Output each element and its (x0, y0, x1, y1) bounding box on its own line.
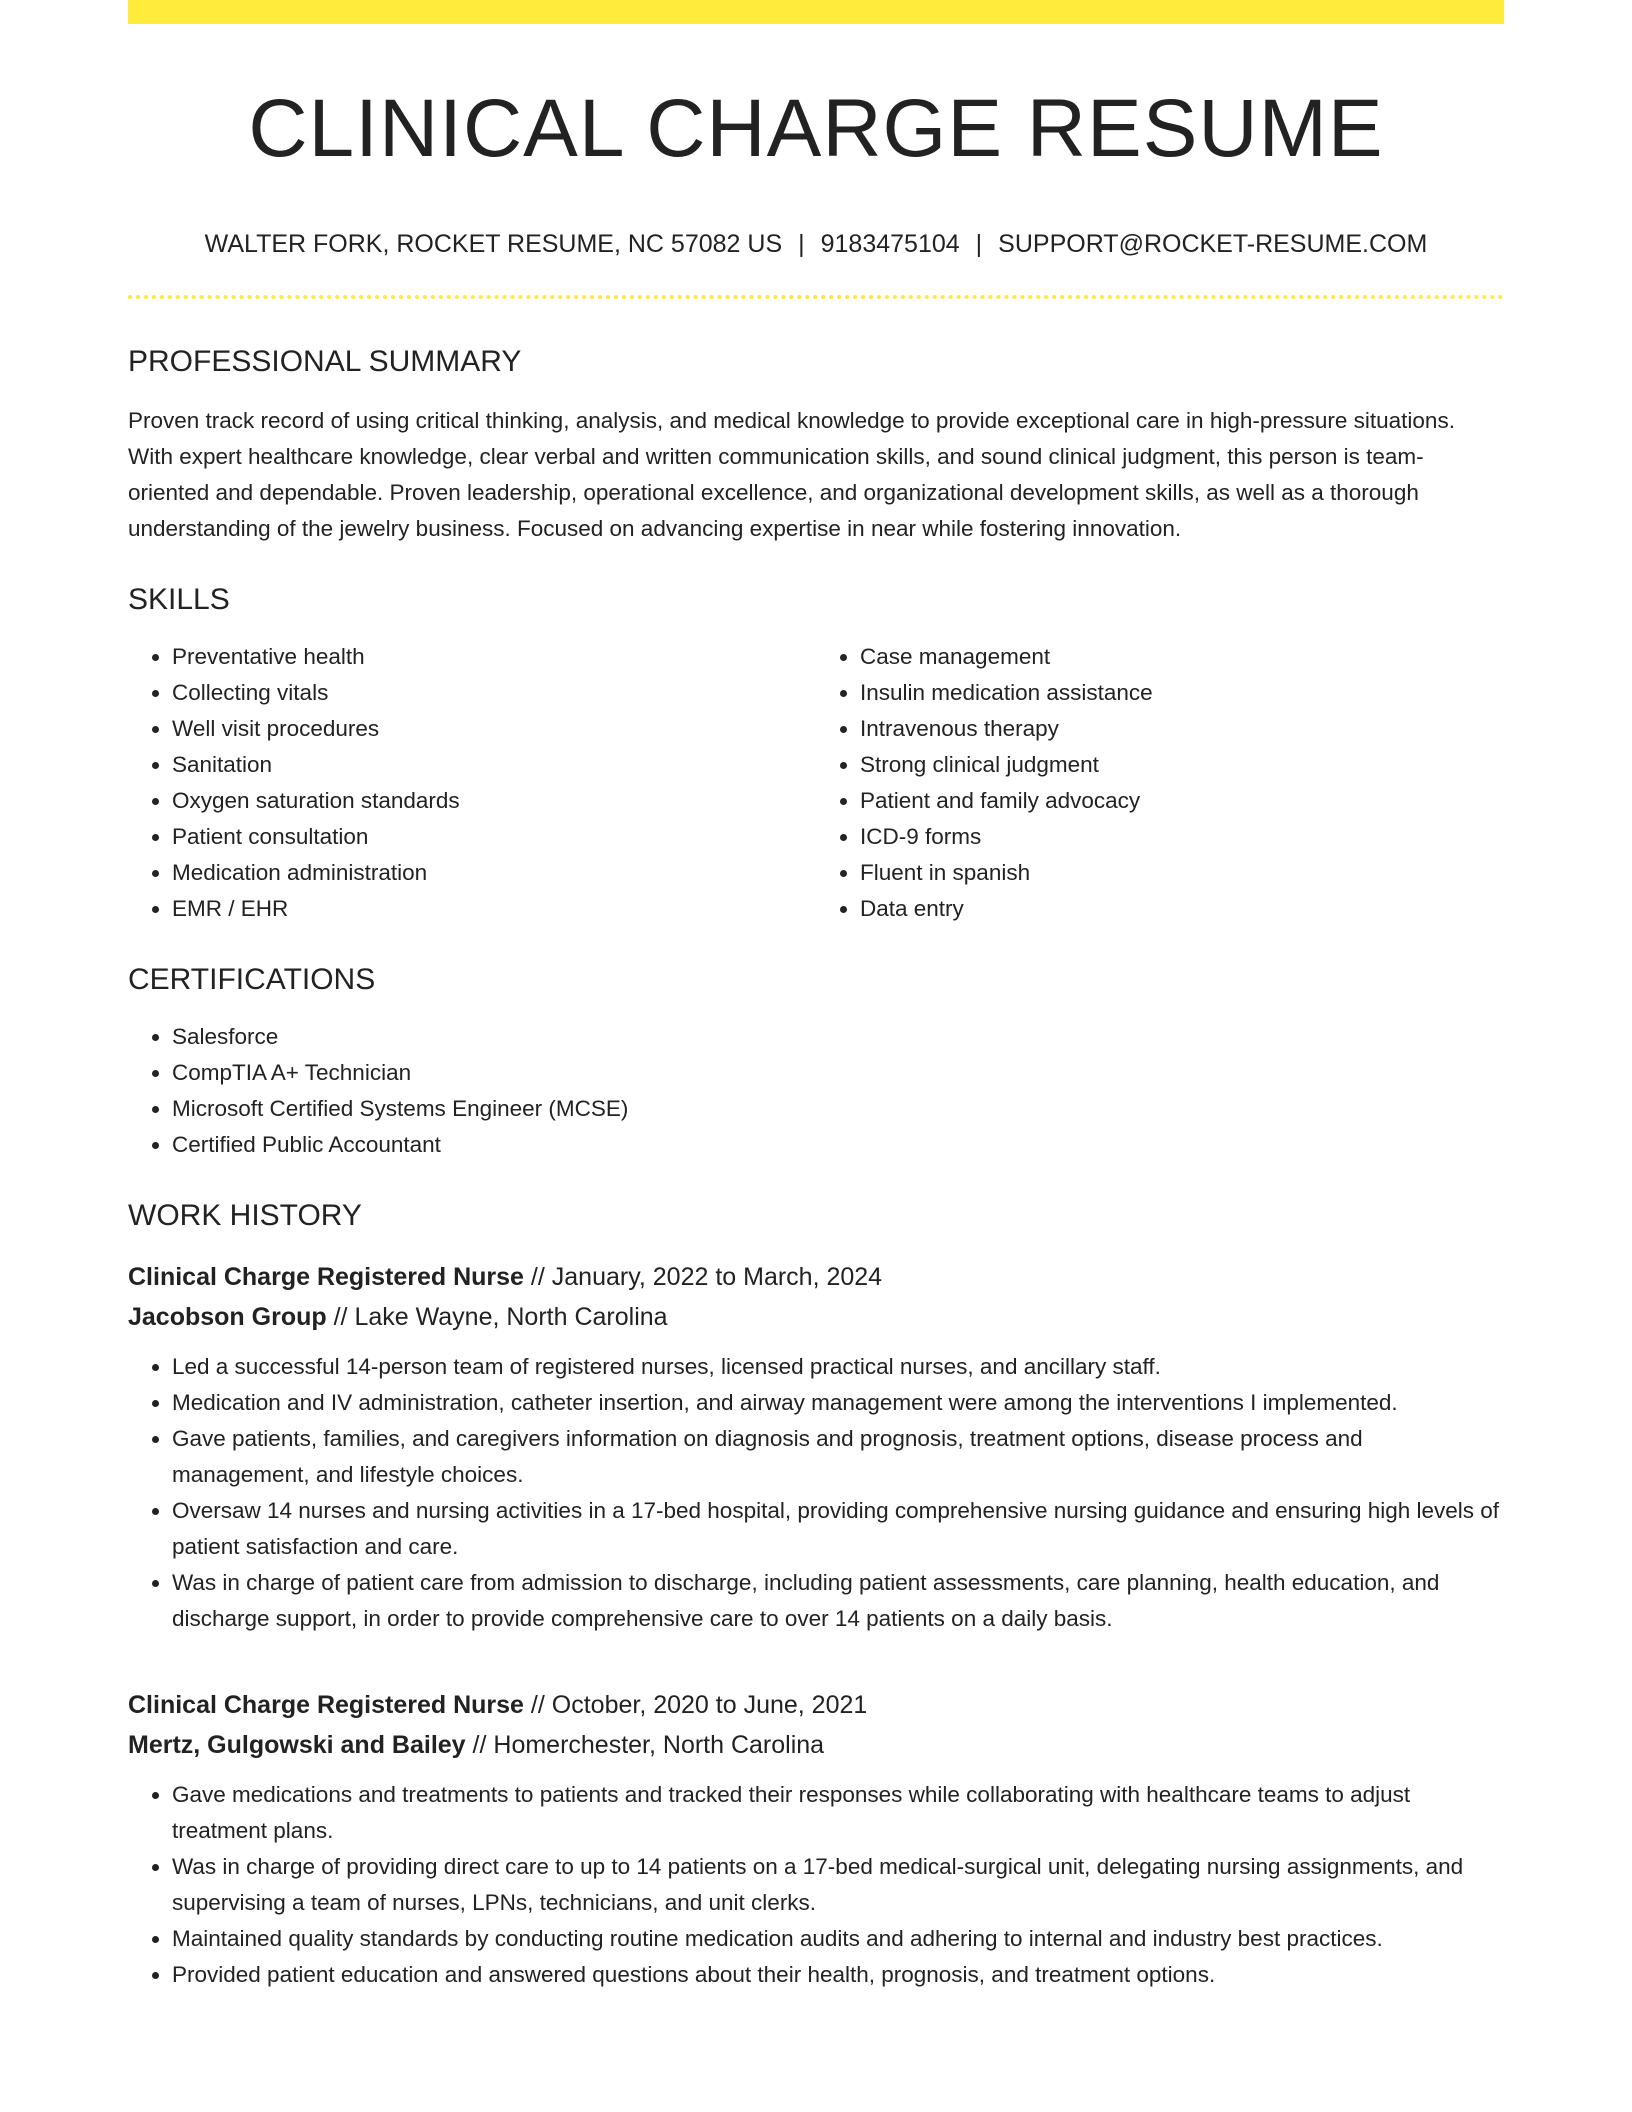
job-company: Mertz, Gulgowski and Bailey (128, 1731, 466, 1759)
summary-heading: PROFESSIONAL SUMMARY (128, 345, 522, 378)
job-bullet: • Led a successful 14-person team of registered nurses, licensed practical nurses, and ancillary staff. (172, 1349, 1504, 1385)
job-bullet: • Oversaw 14 nurses and nursing activities in a 17-bed hospital, providing comprehensive nursing guidance and ensuring high levels of patient satisfaction and care. (172, 1493, 1504, 1565)
job-entry (128, 1257, 1504, 1637)
job-bullets (128, 1777, 1504, 1993)
job-title-line (128, 1685, 1504, 1725)
skills-list-left (128, 639, 816, 927)
certifications-heading: CERTIFICATIONS (128, 963, 376, 996)
accent-top-bar (128, 0, 1504, 24)
skill-item: • Data entry (860, 891, 1504, 927)
skill-item: • Case management (860, 639, 1504, 675)
contact-email: SUPPORT@ROCKET-RESUME.COM (998, 230, 1428, 258)
skill-item: • Medication administration (172, 855, 816, 891)
certification-item: • Certified Public Accountant (172, 1127, 1504, 1163)
certification-item: • Microsoft Certified Systems Engineer (MCSE) (172, 1091, 1504, 1127)
job-separator: // (472, 1731, 487, 1759)
job-company-line (128, 1297, 1504, 1337)
job-dates: January, 2022 to March, 2024 (551, 1263, 883, 1291)
job-bullet: • Medication and IV administration, catheter insertion, and airway management were among the interventions I implemented. (172, 1385, 1504, 1421)
skills-heading: SKILLS (128, 583, 230, 616)
job-bullet: • Was in charge of providing direct care to up to 14 patients on a 17-bed medical-surgical unit, delegating nursing assignments, and supervising a team of nurses, LPNs, technicians, and unit clerks. (172, 1849, 1504, 1921)
summary-text: Proven track record of using critical thinking, analysis, and medical knowledge to provide exceptional care in high-pressure situations. With expert healthcare knowledge, clear verbal and written communication skills, and sound clinical judgment, this person is team-oriented and dependable. Proven leadership, operational excellence, and organizational development skills, as well as a thorough understanding of the jewelry business. Focused on advancing expertise in near while fostering innovation. (128, 408, 1455, 541)
skill-item: • Oxygen saturation standards (172, 783, 816, 819)
skill-item: • Intravenous therapy (860, 711, 1504, 747)
skill-item: • Preventative health (172, 639, 816, 675)
skill-item: • Strong clinical judgment (860, 747, 1504, 783)
job-bullet: • Was in charge of patient care from admission to discharge, including patient assessments, care planning, health education, and discharge support, in order to provide comprehensive care to over 14 patients on a daily basis. (172, 1565, 1504, 1637)
certifications-list (128, 1019, 1504, 1163)
skills-columns (128, 639, 1504, 927)
skills-list-right (816, 639, 1504, 927)
job-title-line (128, 1257, 1504, 1297)
job-location: Lake Wayne, North Carolina (354, 1303, 668, 1331)
job-location: Homerchester, North Carolina (493, 1731, 825, 1759)
resume-page (128, 0, 1504, 1993)
skill-item: • Patient and family advocacy (860, 783, 1504, 819)
job-bullets (128, 1349, 1504, 1637)
contact-separator: | (975, 230, 983, 258)
job-separator: // (333, 1303, 348, 1331)
contact-address: WALTER FORK, ROCKET RESUME, NC 57082 US (204, 230, 783, 258)
skill-item: • Insulin medication assistance (860, 675, 1504, 711)
job-title: Clinical Charge Registered Nurse (128, 1263, 524, 1291)
certification-item: • CompTIA A+ Technician (172, 1055, 1504, 1091)
job-entry (128, 1685, 1504, 1993)
skill-item: • EMR / EHR (172, 891, 816, 927)
contact-phone: 9183475104 (820, 230, 960, 258)
skill-item: • Sanitation (172, 747, 816, 783)
job-company-line (128, 1725, 1504, 1765)
job-bullet: • Gave medications and treatments to patients and tracked their responses while collaborating with healthcare teams to adjust treatment plans. (172, 1777, 1504, 1849)
job-separator: // (530, 1691, 545, 1719)
contact-line (128, 232, 1504, 257)
skill-item: • Patient consultation (172, 819, 816, 855)
contact-separator: | (798, 230, 805, 258)
resume-title: CLINICAL CHARGE RESUME (248, 83, 1384, 174)
job-company: Jacobson Group (128, 1303, 327, 1331)
job-bullet: • Provided patient education and answered questions about their health, prognosis, and treatment options. (172, 1957, 1504, 1993)
certification-item: • Salesforce (172, 1019, 1504, 1055)
job-bullet: • Gave patients, families, and caregivers information on diagnosis and prognosis, treatment options, disease process and management, and lifestyle choices. (172, 1421, 1504, 1493)
job-separator: // (530, 1263, 545, 1291)
job-dates: October, 2020 to June, 2021 (551, 1691, 868, 1719)
skill-item: • ICD-9 forms (860, 819, 1504, 855)
dotted-divider (128, 295, 1504, 299)
job-bullet: • Maintained quality standards by conducting routine medication audits and adhering to internal and industry best practices. (172, 1921, 1504, 1957)
skill-item: • Fluent in spanish (860, 855, 1504, 891)
skill-item: • Well visit procedures (172, 711, 816, 747)
work-history-heading: WORK HISTORY (128, 1199, 362, 1232)
skill-item: • Collecting vitals (172, 675, 816, 711)
job-title: Clinical Charge Registered Nurse (128, 1691, 524, 1719)
